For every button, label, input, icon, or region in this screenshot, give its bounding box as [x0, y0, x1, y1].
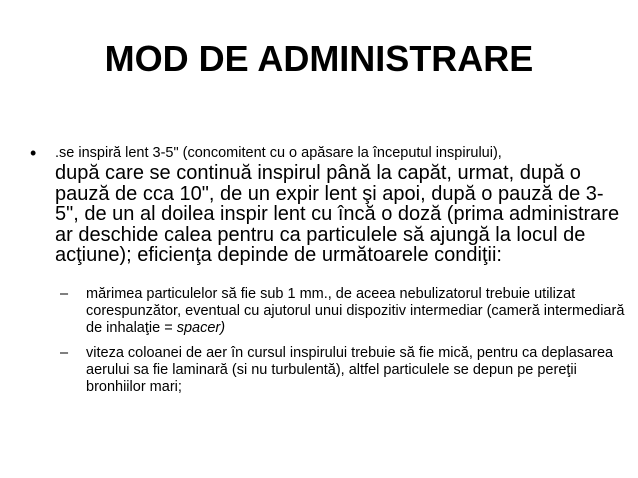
sub-bullet-body: viteza coloanei de aer în cursul inspirului trebuie să fie mică, pentru ca deplasarea aerului sa fie laminară (si nu turbulentă), altfel particulele se depun pe pereţii bronhiilor mari; — [86, 345, 614, 395]
sub-bullet-marker: – — [60, 286, 69, 302]
sub-bullet-emphasis: spacer) — [176, 320, 226, 336]
sub-bullet-text — [86, 345, 628, 396]
main-bullet-text — [55, 143, 625, 266]
main-bullet — [30, 143, 625, 266]
sub-bullet-list — [60, 286, 628, 404]
sub-bullet-text — [86, 286, 628, 337]
sub-bullet-item — [60, 286, 628, 337]
sub-bullet-marker: – — [60, 345, 69, 361]
bullet-marker: • — [30, 143, 37, 163]
sub-bullet-body: mărimea particulelor să fie sub 1 mm., de aceea nebulizatorul trebuie utilizat corespunzător, eventual cu ajutorul unui dispozitiv intermediar (cameră intermediară de inhalaţie = — [86, 286, 625, 336]
sub-bullet-item — [60, 345, 628, 396]
main-bullet-lead: .se inspiră lent 3-5" (concomitent cu o apăsare la începutul inspirului), — [55, 145, 502, 161]
main-bullet-body: după care se continuă inspirul până la capăt, urmat, după o pauză de cca 10", de un expir lent şi apoi, după o pauză de 3-5", de un al doilea inspir lent cu încă o doză (prima administrare ar deschide calea pentru ca particulele să ajungă la locul de acţiune); eficienţa depinde de următoarele condiţii: — [55, 162, 620, 266]
slide-title: MOD DE ADMINISTRARE — [104, 38, 534, 79]
